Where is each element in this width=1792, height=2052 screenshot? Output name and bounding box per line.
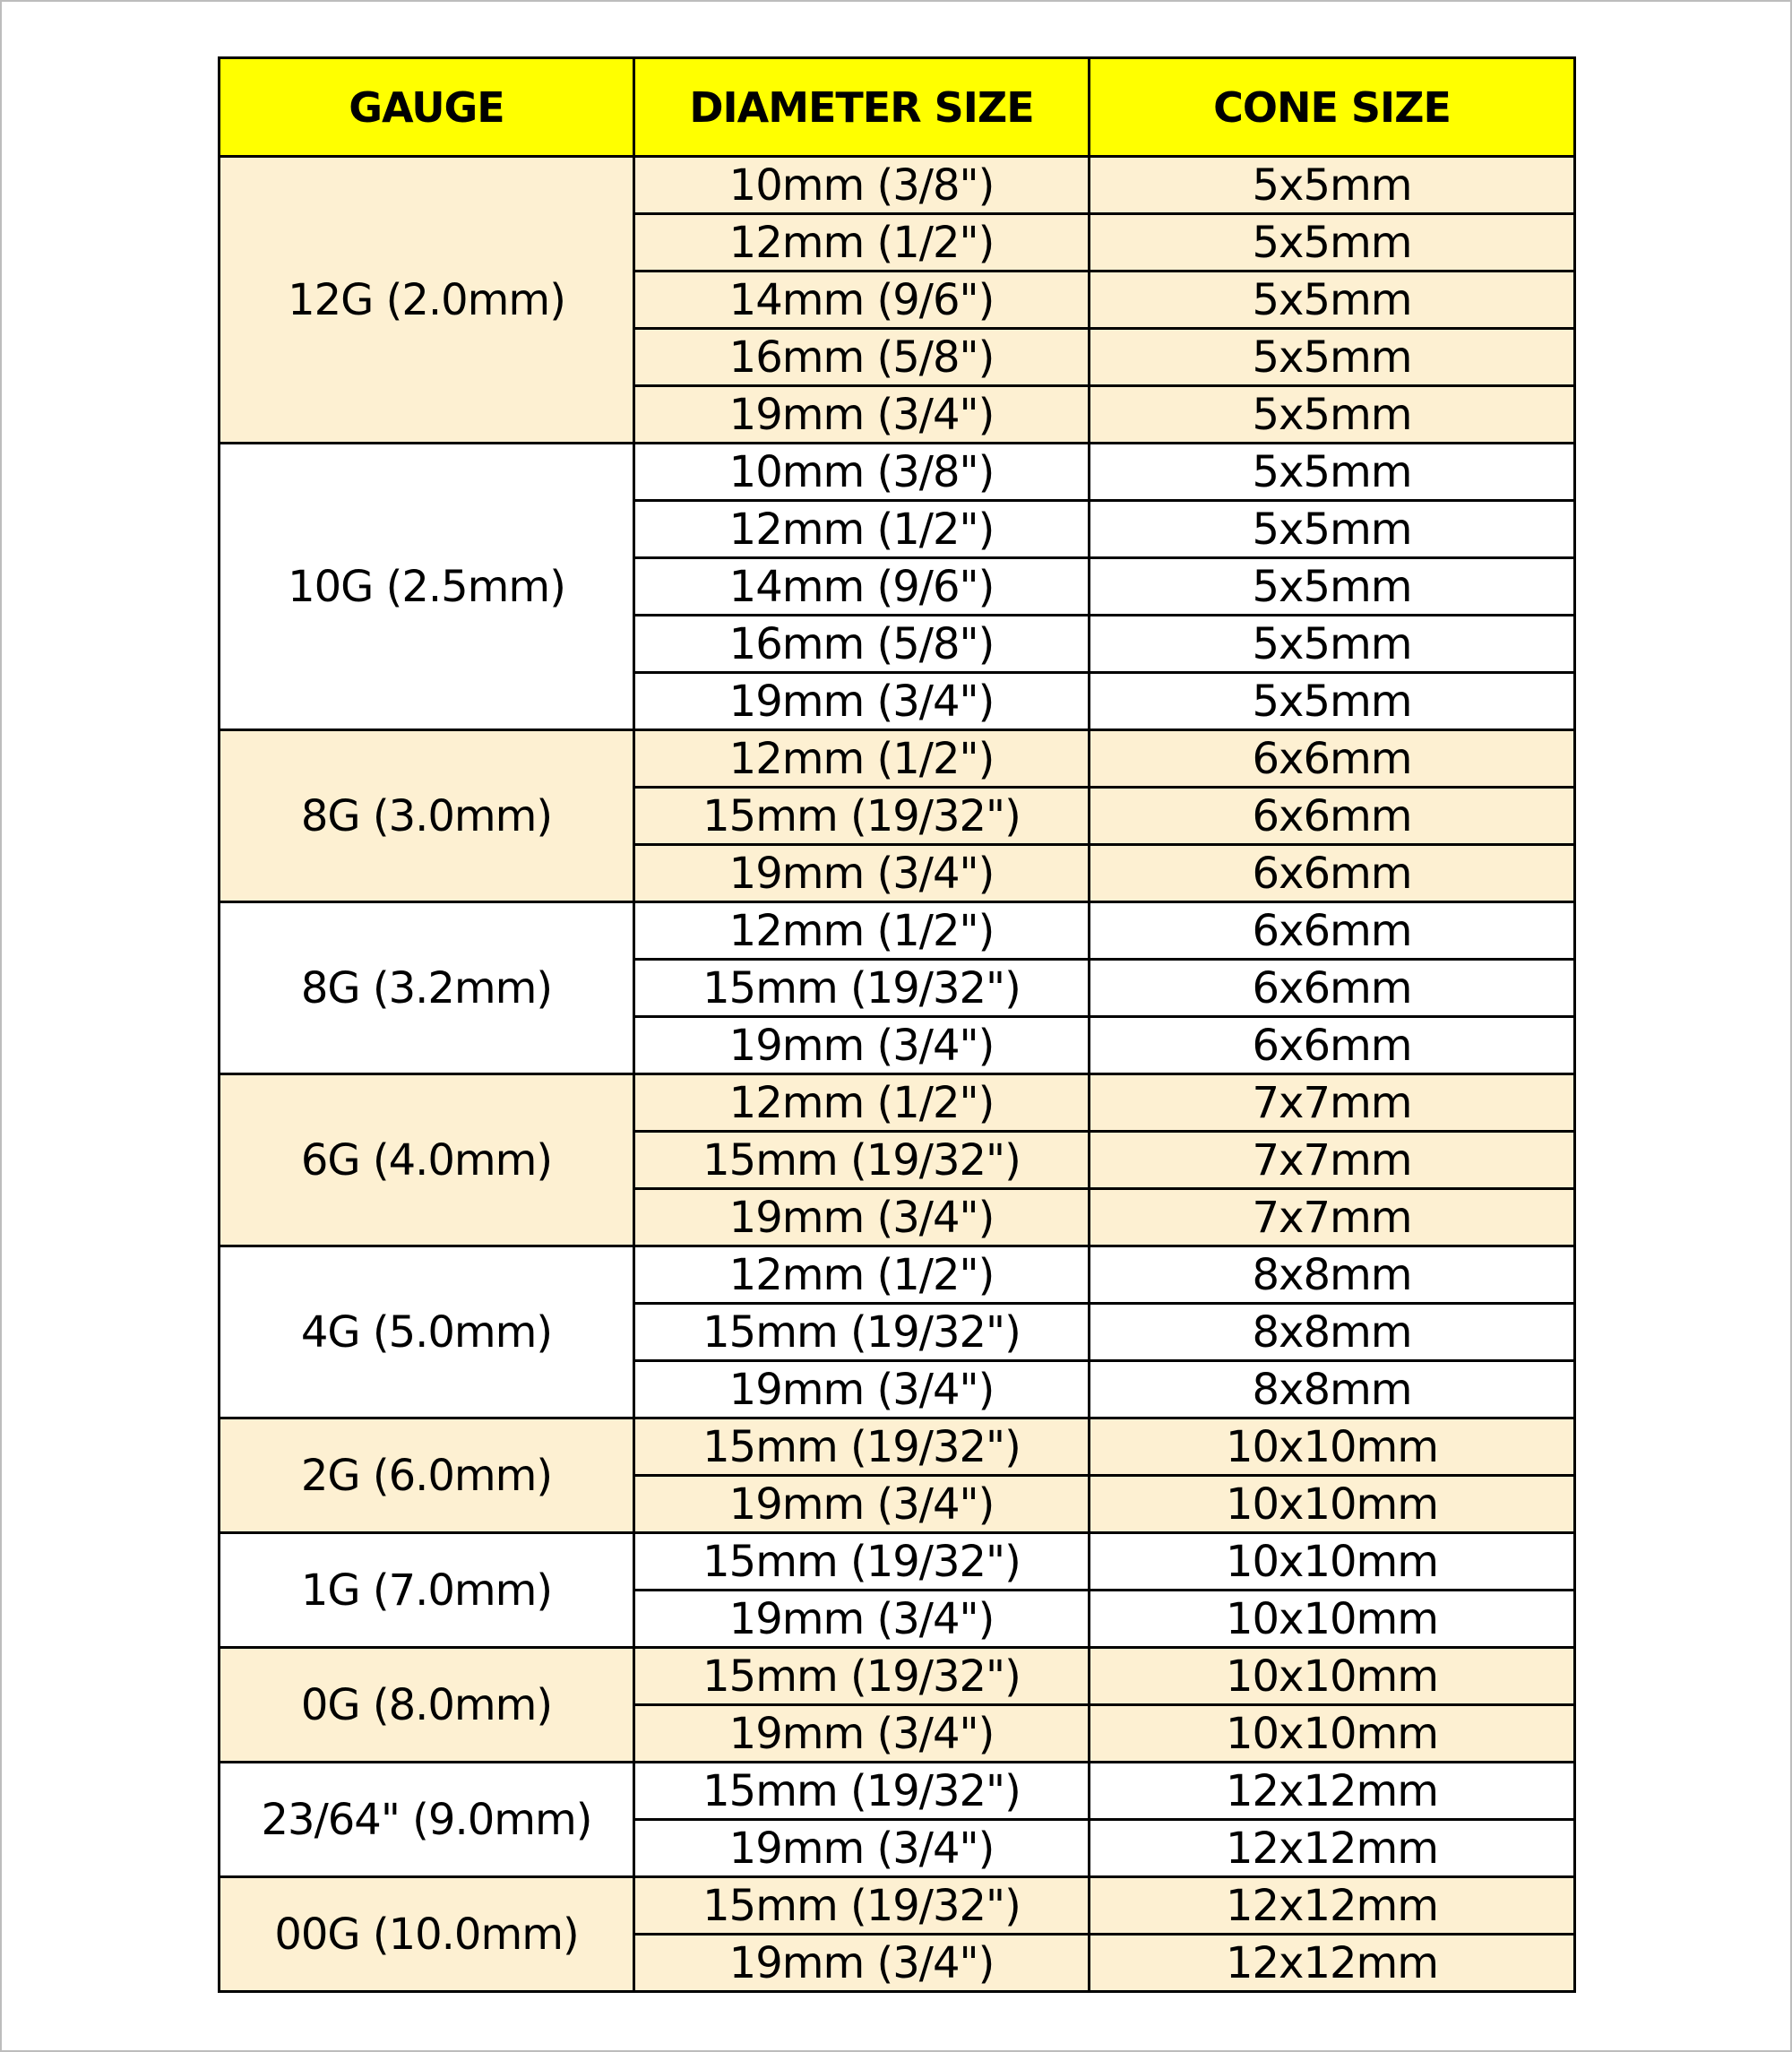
- gauge-cell: 2G (6.0mm): [220, 1418, 634, 1533]
- table-row: [220, 1246, 1575, 1304]
- diameter-size-cell: 15mm (19/32"): [634, 1648, 1090, 1705]
- cone-size-cell: 5x5mm: [1090, 272, 1575, 329]
- diameter-size-cell: 19mm (3/4"): [634, 1476, 1090, 1533]
- cone-size-cell: 5x5mm: [1090, 673, 1575, 730]
- cone-size-cell: 5x5mm: [1090, 616, 1575, 673]
- header-gauge: GAUGE: [220, 58, 634, 157]
- diameter-size-cell: 15mm (19/32"): [634, 960, 1090, 1017]
- diameter-size-cell: 15mm (19/32"): [634, 788, 1090, 845]
- cone-size-cell: 6x6mm: [1090, 730, 1575, 788]
- cone-size-cell: 5x5mm: [1090, 329, 1575, 386]
- diameter-size-cell: 16mm (5/8"): [634, 616, 1090, 673]
- cone-size-cell: 10x10mm: [1090, 1533, 1575, 1591]
- cone-size-cell: 7x7mm: [1090, 1132, 1575, 1189]
- header-cone-size: CONE SIZE: [1090, 58, 1575, 157]
- cone-size-cell: 5x5mm: [1090, 386, 1575, 444]
- gauge-cell: 8G (3.0mm): [220, 730, 634, 902]
- diameter-size-cell: 19mm (3/4"): [634, 673, 1090, 730]
- table-row: [220, 157, 1575, 214]
- diameter-size-cell: 19mm (3/4"): [634, 845, 1090, 902]
- cone-size-cell: 5x5mm: [1090, 501, 1575, 558]
- diameter-size-cell: 12mm (1/2"): [634, 501, 1090, 558]
- cone-size-cell: 7x7mm: [1090, 1074, 1575, 1132]
- gauge-cell: 8G (3.2mm): [220, 902, 634, 1074]
- diameter-size-cell: 12mm (1/2"): [634, 1246, 1090, 1304]
- cone-size-cell: 8x8mm: [1090, 1304, 1575, 1361]
- gauge-cell: 23/64" (9.0mm): [220, 1763, 634, 1877]
- size-chart-table: [218, 56, 1576, 1993]
- gauge-cell: 0G (8.0mm): [220, 1648, 634, 1763]
- cone-size-cell: 6x6mm: [1090, 788, 1575, 845]
- diameter-size-cell: 19mm (3/4"): [634, 386, 1090, 444]
- cone-size-cell: 5x5mm: [1090, 444, 1575, 501]
- gauge-cell: 00G (10.0mm): [220, 1877, 634, 1992]
- diameter-size-cell: 19mm (3/4"): [634, 1189, 1090, 1246]
- table-row: [220, 1074, 1575, 1132]
- cone-size-cell: 6x6mm: [1090, 960, 1575, 1017]
- diameter-size-cell: 15mm (19/32"): [634, 1877, 1090, 1935]
- cone-size-cell: 5x5mm: [1090, 214, 1575, 272]
- cone-size-cell: 6x6mm: [1090, 845, 1575, 902]
- diameter-size-cell: 15mm (19/32"): [634, 1418, 1090, 1476]
- cone-size-cell: 7x7mm: [1090, 1189, 1575, 1246]
- cone-size-cell: 8x8mm: [1090, 1361, 1575, 1418]
- cone-size-cell: 10x10mm: [1090, 1476, 1575, 1533]
- cone-size-cell: 10x10mm: [1090, 1418, 1575, 1476]
- diameter-size-cell: 15mm (19/32"): [634, 1763, 1090, 1820]
- diameter-size-cell: 19mm (3/4"): [634, 1820, 1090, 1877]
- size-chart-body: [220, 157, 1575, 1992]
- table-row: [220, 1877, 1575, 1935]
- diameter-size-cell: 15mm (19/32"): [634, 1533, 1090, 1591]
- diameter-size-cell: 12mm (1/2"): [634, 902, 1090, 960]
- cone-size-cell: 10x10mm: [1090, 1648, 1575, 1705]
- gauge-cell: 4G (5.0mm): [220, 1246, 634, 1418]
- diameter-size-cell: 14mm (9/6"): [634, 272, 1090, 329]
- cone-size-cell: 12x12mm: [1090, 1935, 1575, 1992]
- cone-size-cell: 6x6mm: [1090, 902, 1575, 960]
- cone-size-cell: 8x8mm: [1090, 1246, 1575, 1304]
- diameter-size-cell: 10mm (3/8"): [634, 444, 1090, 501]
- cone-size-cell: 12x12mm: [1090, 1877, 1575, 1935]
- diameter-size-cell: 19mm (3/4"): [634, 1591, 1090, 1648]
- gauge-cell: 12G (2.0mm): [220, 157, 634, 444]
- diameter-size-cell: 14mm (9/6"): [634, 558, 1090, 616]
- table-row: [220, 1763, 1575, 1820]
- diameter-size-cell: 19mm (3/4"): [634, 1935, 1090, 1992]
- diameter-size-cell: 16mm (5/8"): [634, 329, 1090, 386]
- cone-size-cell: 10x10mm: [1090, 1591, 1575, 1648]
- header-diameter-size: DIAMETER SIZE: [634, 58, 1090, 157]
- gauge-cell: 1G (7.0mm): [220, 1533, 634, 1648]
- table-row: [220, 444, 1575, 501]
- table-row: [220, 902, 1575, 960]
- diameter-size-cell: 19mm (3/4"): [634, 1705, 1090, 1763]
- diameter-size-cell: 12mm (1/2"): [634, 214, 1090, 272]
- gauge-cell: 10G (2.5mm): [220, 444, 634, 730]
- table-row: [220, 730, 1575, 788]
- diameter-size-cell: 19mm (3/4"): [634, 1361, 1090, 1418]
- cone-size-cell: 5x5mm: [1090, 157, 1575, 214]
- table-row: [220, 1648, 1575, 1705]
- cone-size-cell: 5x5mm: [1090, 558, 1575, 616]
- cone-size-cell: 10x10mm: [1090, 1705, 1575, 1763]
- gauge-cell: 6G (4.0mm): [220, 1074, 634, 1246]
- diameter-size-cell: 15mm (19/32"): [634, 1132, 1090, 1189]
- diameter-size-cell: 15mm (19/32"): [634, 1304, 1090, 1361]
- cone-size-cell: 12x12mm: [1090, 1820, 1575, 1877]
- cone-size-cell: 6x6mm: [1090, 1017, 1575, 1074]
- diameter-size-cell: 12mm (1/2"): [634, 730, 1090, 788]
- table-row: [220, 1418, 1575, 1476]
- cone-size-cell: 12x12mm: [1090, 1763, 1575, 1820]
- table-row: [220, 1533, 1575, 1591]
- diameter-size-cell: 10mm (3/8"): [634, 157, 1090, 214]
- diameter-size-cell: 19mm (3/4"): [634, 1017, 1090, 1074]
- header-row: [220, 58, 1575, 157]
- diameter-size-cell: 12mm (1/2"): [634, 1074, 1090, 1132]
